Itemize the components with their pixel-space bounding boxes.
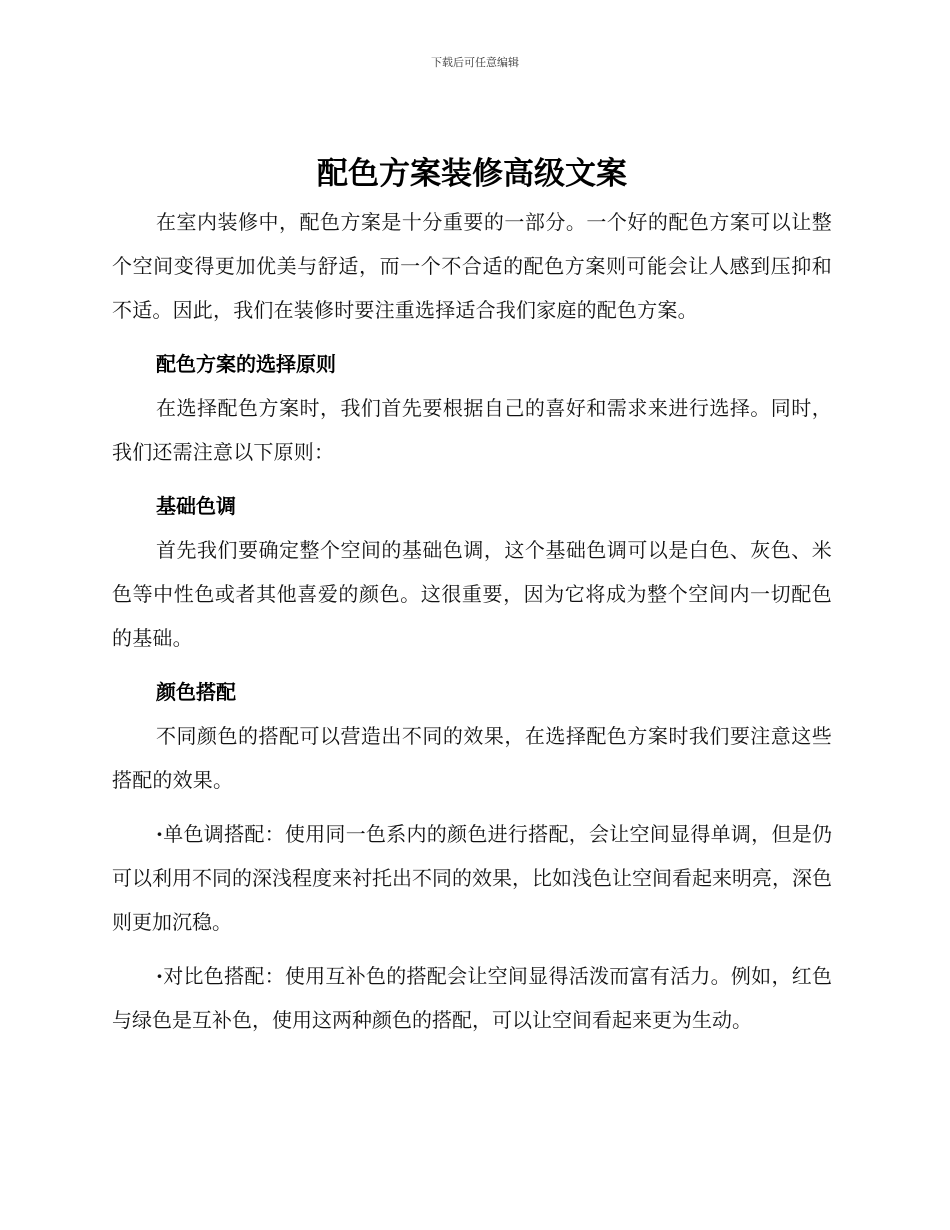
- bullet-item-contrast: [112, 954, 832, 1042]
- document-body: [112, 148, 832, 1042]
- bullet-text: 对比色搭配：使用互补色的搭配会让空间显得活泼而富有活力。例如，红色与绿色是互补色，使用这两种颜色的搭配，可以让空间看起来更为生动。: [112, 964, 832, 1032]
- base-tone-paragraph: 首先我们要确定整个空间的基础色调，这个基础色调可以是白色、灰色、米色等中性色或者其他喜爱的颜色。这很重要，因为它将成为整个空间内一切配色的基础。: [112, 538, 832, 650]
- section-heading-principles: 配色方案的选择原则: [156, 352, 336, 376]
- header-note: 下载后可任意编辑: [431, 56, 519, 69]
- section-heading-base-tone: 基础色调: [156, 494, 236, 518]
- intro-paragraph: 在室内装修中，配色方案是十分重要的一部分。一个好的配色方案可以让整个空间变得更加优美与舒适，而一个不合适的配色方案则可能会让人感到压抑和不适。因此，我们在装修时要注重选择适合我们家庭的配色方案。: [112, 210, 832, 322]
- document-title: 配色方案装修高级文案: [317, 156, 627, 192]
- bullet-marker: ·: [156, 822, 163, 846]
- color-matching-paragraph: 不同颜色的搭配可以营造出不同的效果，在选择配色方案时我们要注意这些搭配的效果。: [112, 724, 832, 792]
- bullet-marker: ·: [156, 964, 163, 988]
- principles-paragraph: 在选择配色方案时，我们首先要根据自己的喜好和需求来进行选择。同时，我们还需注意以下原则：: [112, 396, 832, 464]
- section-heading-color-matching: 颜色搭配: [156, 680, 236, 704]
- bullet-text: 单色调搭配：使用同一色系内的颜色进行搭配，会让空间显得单调，但是仍可以利用不同的深浅程度来衬托出不同的效果，比如浅色让空间看起来明亮，深色则更加沉稳。: [112, 822, 832, 934]
- bullet-item-monochrome: [112, 812, 832, 944]
